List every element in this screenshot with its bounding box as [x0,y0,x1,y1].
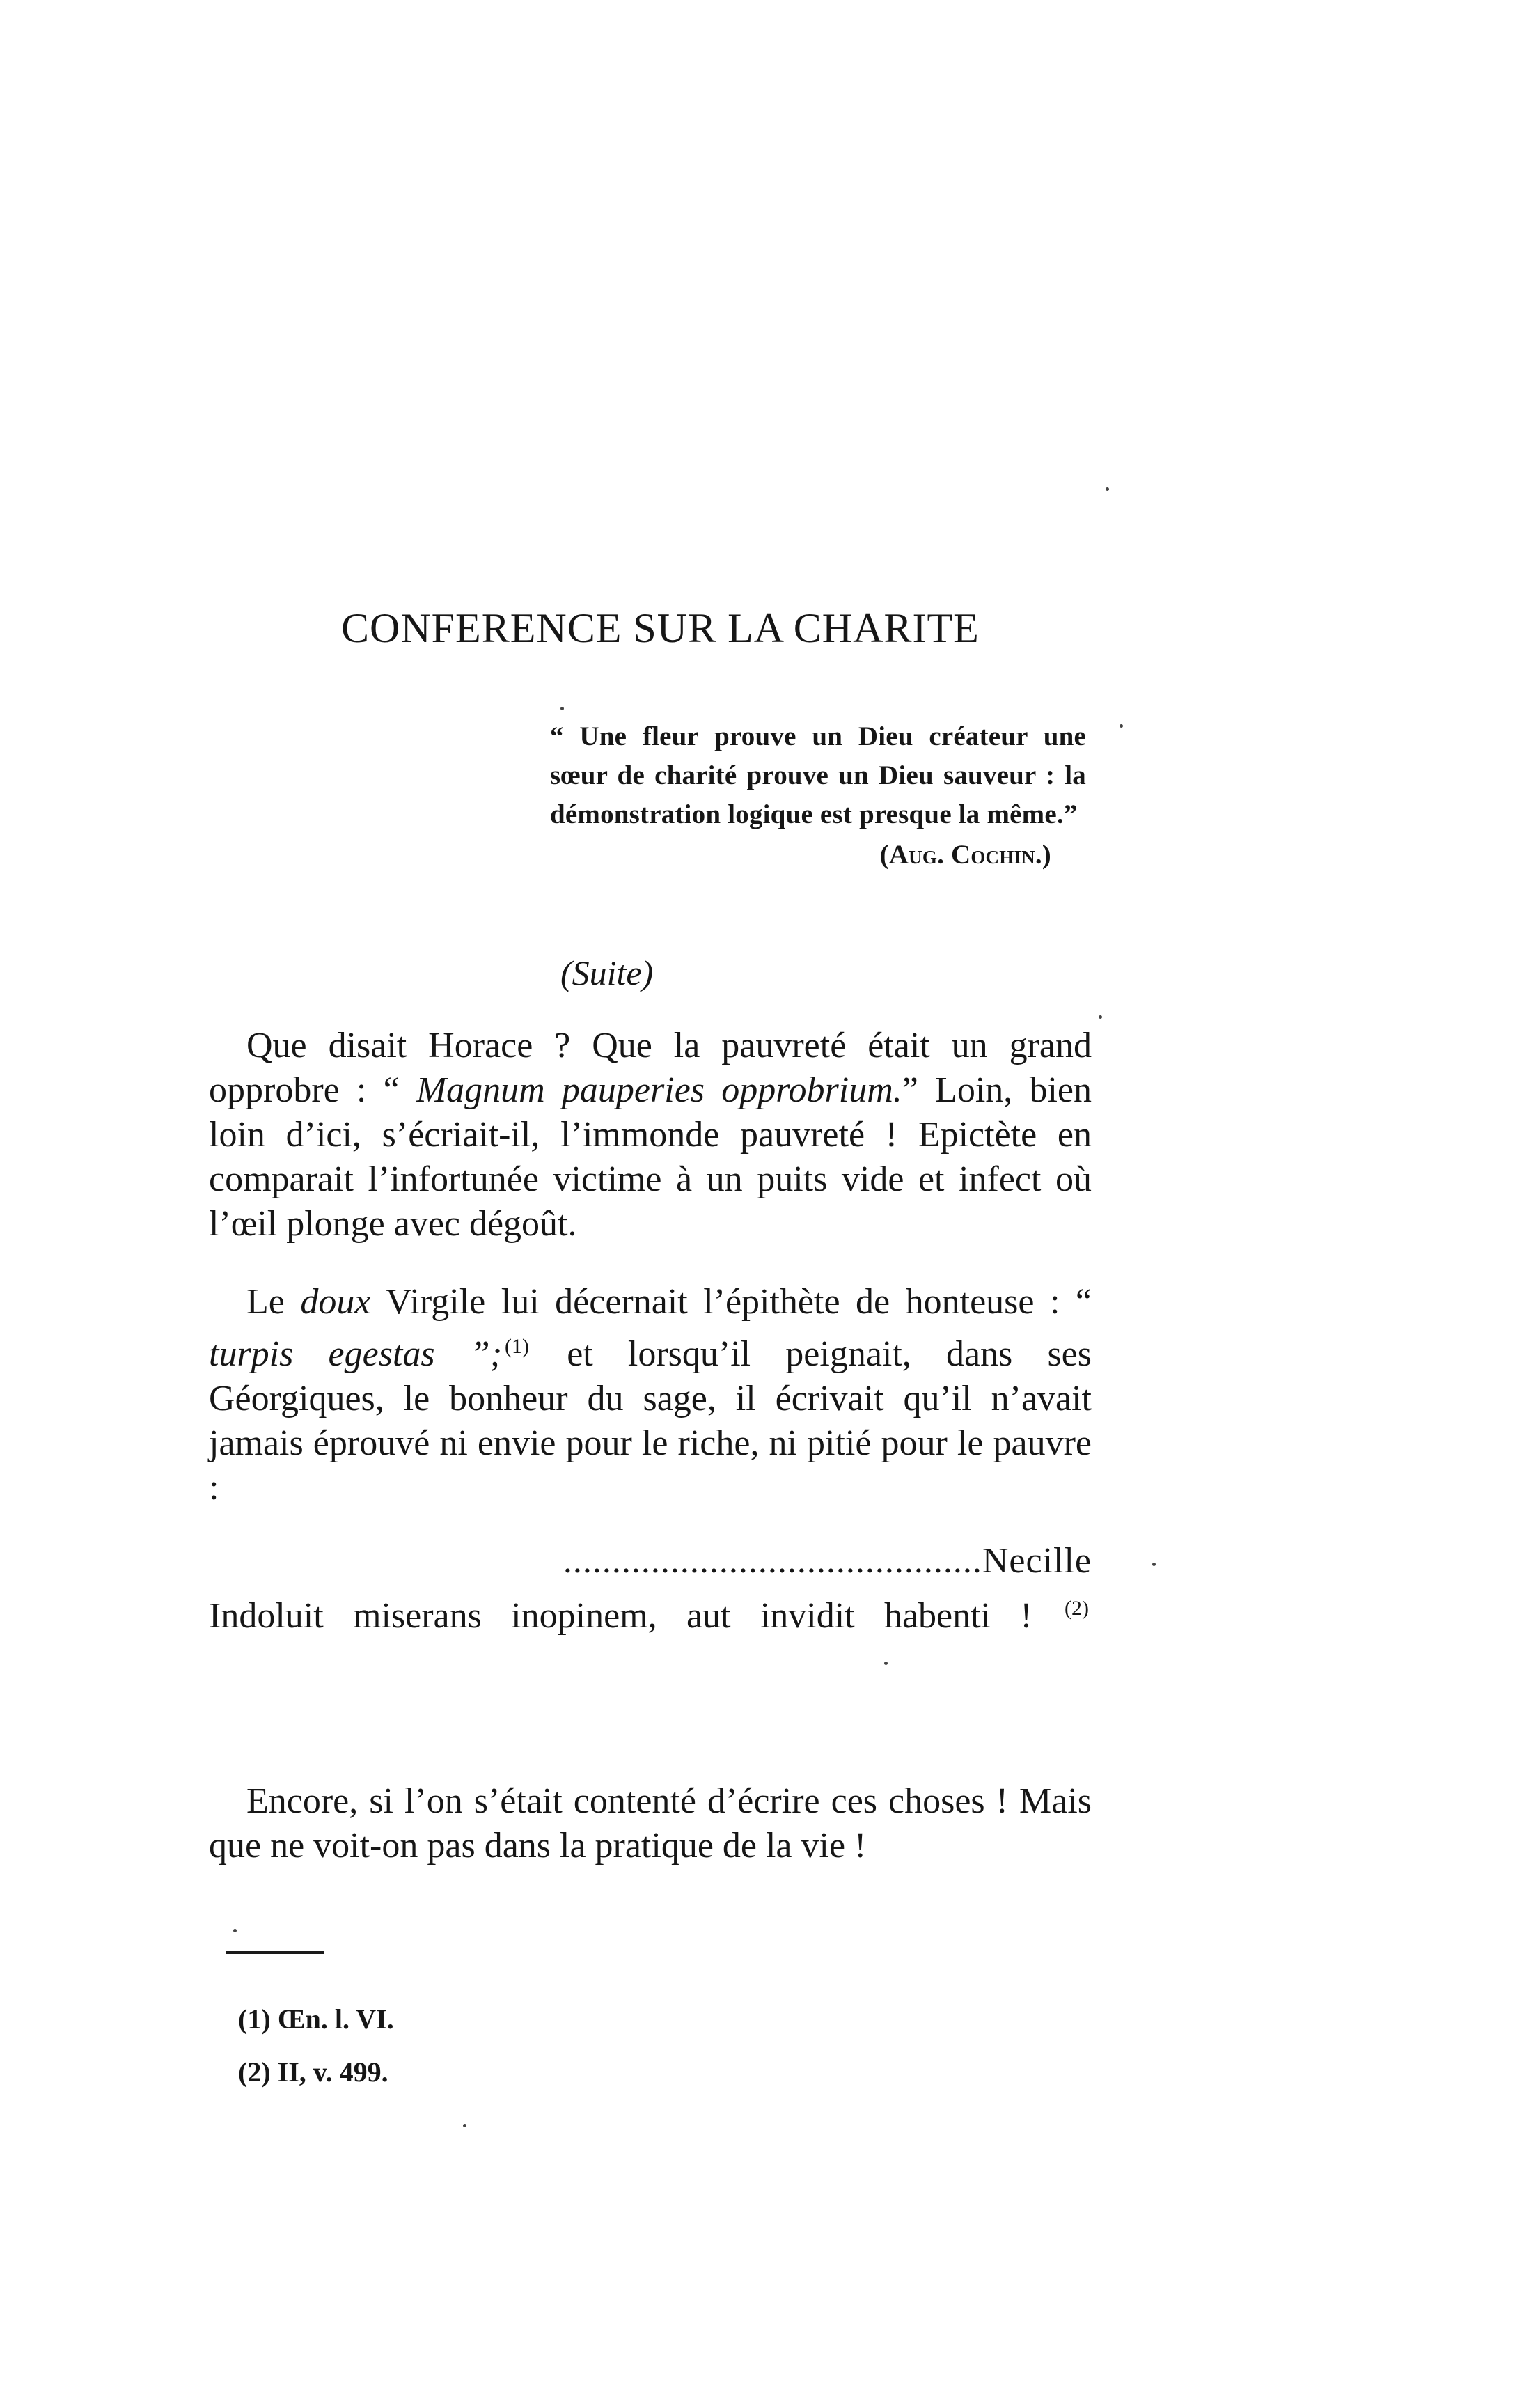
verse-line-2 [209,1585,1092,1640]
paragraph-2-text-c: ”; [434,1334,503,1374]
speck [463,2124,466,2127]
verse-line-1: ...........................................Necille [563,1541,1092,1581]
speck [1120,724,1123,728]
epigraph-attribution: (Aug. Cochin.) [879,840,1051,870]
footnote-2: (2) II, v. 499. [238,2056,388,2088]
verse-line-2-text: Indoluit miserans inopinem, aut invidit habenti ! [209,1596,1032,1636]
page-title: CONFERENCE SUR LA CHARITE [341,605,980,651]
speck [1106,487,1109,491]
paragraph-3-text: Encore, si l’on s’était contenté d’écrire ces choses ! Mais que ne voit-on pas dans la pratique de la vie ! [209,1781,1092,1866]
paragraph-1-text-b: ” Loin, bien loin d’ici, s’écriait-il, l’immonde pauvreté ! Epictète en comparait l’infortunée victime à un puits vide et infect où l’œil plonge avec dégoût. [209,1070,1092,1244]
paragraph-1 [209,1024,1092,1246]
paragraph-2-text-b: Virgile lui décernait l’épithète de honteuse : “ [370,1282,1092,1322]
latin-quote-horace: Magnum pauperies opprobrium. [416,1070,902,1110]
latin-quote-virgile: turpis egestas [209,1334,435,1374]
epigraph [550,717,1086,875]
suite-heading: (Suite) [560,953,654,992]
paragraph-1-text-a: Que disait Horace ? Que la pauvreté était un grand opprobre : “ [209,1026,1092,1110]
footnote-ref-2: (2) [1065,1597,1089,1620]
footnote-ref-1: (1) [505,1335,530,1358]
footnote-1: (1) Œn. l. VI. [238,2003,394,2035]
epigraph-quote: “ Une fleur prouve un Dieu créateur une sœur de charité prouve un Dieu sauveur : la démonstration logique est presque la même.” [550,721,1086,829]
paragraph-3 [209,1779,1092,1868]
footnotes [238,1993,394,2099]
footnote-divider [226,1951,324,1954]
paragraph-2-text-a: Le [246,1282,301,1322]
speck [884,1662,888,1665]
paragraph-2-text-d: et lorsqu’il peignait, dans ses Géorgiques, le bonheur du sage, il écrivait qu’il n’avait jamais éprouvé ni envie pour le riche, ni pitié pour le pauvre : [209,1334,1092,1508]
paragraph-2 [209,1280,1092,1510]
speck [1099,1015,1102,1019]
verse-quote [209,1538,1092,1640]
speck [1152,1563,1156,1566]
italic-doux: doux [300,1282,371,1322]
speck [233,1929,237,1932]
speck [560,707,564,710]
